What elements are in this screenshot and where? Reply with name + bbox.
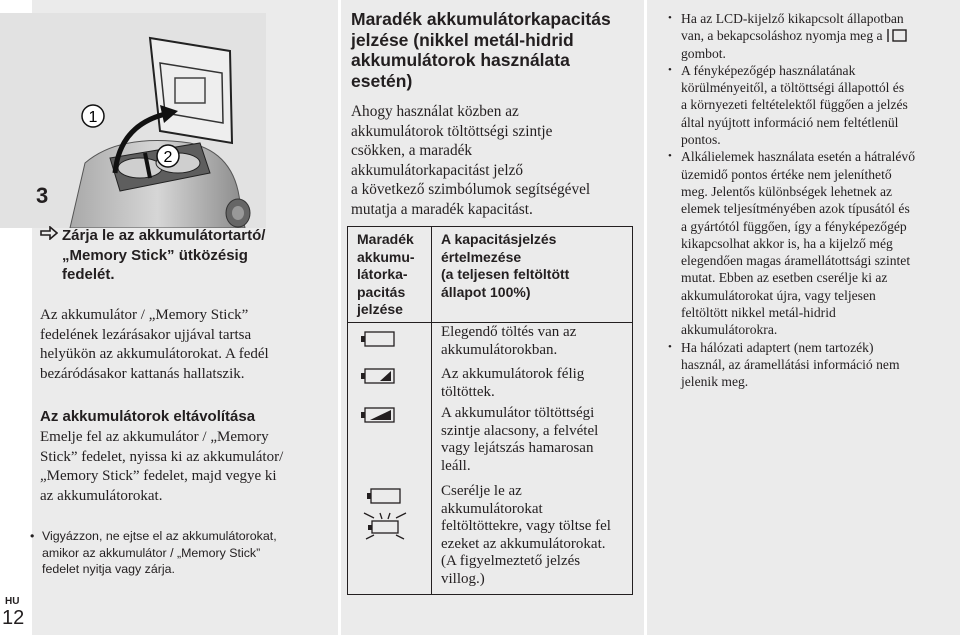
bullet-icon: • xyxy=(668,12,672,24)
note xyxy=(30,528,305,578)
notes-list xyxy=(668,10,958,391)
header-line: akkumu- xyxy=(357,248,415,265)
title-line: jelzése (nikkel metál-hidrid xyxy=(351,29,574,50)
note-line: A fényképezőgép használatának xyxy=(681,62,856,78)
header-line: A kapacitásjelzés xyxy=(441,231,557,247)
battery-empty-flashing-icon xyxy=(360,485,410,541)
note-line: fedelet nyitja vagy zárja. xyxy=(42,562,175,576)
body-line: az akkumulátorokat. xyxy=(40,487,163,504)
body-line: akkumulátorok töltöttségi szintje xyxy=(351,122,553,140)
header-line: látorka- xyxy=(357,266,408,282)
header-line: pacitás xyxy=(357,283,406,300)
table-row xyxy=(441,324,629,359)
arrow-right-icon xyxy=(40,226,58,246)
row-line: villog.) xyxy=(441,570,485,587)
instruction-line: Zárja le az akkumulátortartó/ xyxy=(62,227,266,244)
bullet-icon: • xyxy=(668,150,672,163)
note-line: a környezeti feltételektől függően a jelzés xyxy=(681,97,908,113)
body-line: Az akkumulátor / „Memory Stick” xyxy=(40,307,249,323)
list-item xyxy=(668,62,958,148)
table-row xyxy=(441,405,629,475)
section-title: Az akkumulátorok eltávolítása xyxy=(40,408,256,425)
note-line: Ha az LCD-kijelző kikapcsolt állapotban xyxy=(681,11,904,26)
table-header-indicator xyxy=(357,231,429,319)
note-line: elemek teljesítményében azok típusától és xyxy=(681,201,910,217)
table-row xyxy=(441,366,629,401)
note-line: akkumulátorokra. xyxy=(681,322,778,338)
step-instruction xyxy=(40,226,300,285)
battery-indicator-table xyxy=(347,226,633,595)
body-line: fedelének lezárásakor ujjával tartsa xyxy=(40,326,252,343)
page-title xyxy=(351,9,641,91)
header-line: Maradék xyxy=(357,231,414,247)
battery-half-icon xyxy=(360,368,396,384)
table-divider xyxy=(431,227,432,594)
row-line: Az akkumulátorok félig xyxy=(441,366,585,382)
note-line: amikor az akkumulátor / „Memory Stick” xyxy=(42,545,261,560)
table-row xyxy=(441,483,629,588)
row-line: Cserélje le az xyxy=(441,483,522,499)
row-line: szintje alacsony, a felvétel xyxy=(441,422,599,439)
body-line: csökken, a maradék xyxy=(351,142,473,159)
row-line: akkumulátorokban. xyxy=(441,341,558,358)
instruction-line: „Memory Stick” ütközésig xyxy=(62,246,248,264)
row-line: leáll. xyxy=(441,457,471,474)
intro-text xyxy=(351,102,641,219)
body-line: a következő szimbólumok segítségével xyxy=(351,181,591,198)
note-line: elegendően magas áramellátottsági szintet xyxy=(681,253,911,269)
table-header-meaning xyxy=(441,231,629,301)
lcd-button-icon xyxy=(886,28,908,43)
note-line: Vigyázzon, ne ejtse el az akkumulátorokat, xyxy=(42,529,277,543)
body-line: Ahogy használat közben az xyxy=(351,103,519,120)
row-line: vagy lejátszás hamarosan xyxy=(441,440,594,456)
title-line: Maradék akkumulátorkapacitás xyxy=(351,9,611,29)
note-line: van, a bekapcsoláshoz nyomja meg a xyxy=(681,28,883,44)
instruction-body xyxy=(40,306,302,384)
note-line: meg. Jelentős különbségek lehetnek az xyxy=(681,183,893,199)
title-line: esetén) xyxy=(351,70,413,91)
note-line: jelenik meg. xyxy=(681,374,749,390)
note-line: mutat. Ebben az esetben cserélje ki az xyxy=(681,270,888,286)
row-line: (A figyelmeztető jelzés xyxy=(441,553,581,569)
body-line: helyükön az akkumulátorokat. A fedél xyxy=(40,346,269,362)
note-line: a gyártótól függően, így a fényképezőgép xyxy=(681,218,907,234)
note-line: által nyújtott információ nem feltétlenül xyxy=(681,114,899,130)
language-tag: HU xyxy=(5,596,20,607)
battery-full-icon xyxy=(360,331,396,347)
note-line: akkumulátorokat újra, vagy teljesen xyxy=(681,287,876,303)
battery-low-icon xyxy=(360,407,396,423)
note-line: kikapcsolhat akkor is, ha a kijelző még xyxy=(681,235,893,251)
note-line: Ha hálózati adaptert (nem tartozék) xyxy=(681,339,874,355)
note-line: gombot. xyxy=(681,45,726,61)
body-line: Emelje fel az akkumulátor / „Memory xyxy=(40,429,269,445)
row-line: Elegendő töltés van az xyxy=(441,324,577,340)
list-item xyxy=(668,339,958,391)
callout-2-label: 2 xyxy=(163,149,173,166)
page-number: 12 xyxy=(2,607,25,629)
step-number: 3 xyxy=(36,183,49,208)
note-line: pontos. xyxy=(681,132,721,148)
header-line: állapot 100%) xyxy=(441,283,531,300)
row-line: A akkumulátor töltöttségi xyxy=(441,405,595,421)
row-line: akkumulátorokat xyxy=(441,500,543,517)
note-line: használ, az áramellátási információ nem xyxy=(681,356,900,372)
callout-1-label: 1 xyxy=(88,109,98,126)
row-line: töltöttek. xyxy=(441,383,495,400)
body-line: mutatja a maradék kapacitást. xyxy=(351,200,533,218)
bullet-icon: • xyxy=(668,63,672,76)
header-line: jelzése xyxy=(357,301,403,317)
body-line: bezáródásakor kattanás hallatszik. xyxy=(40,365,245,382)
instruction-line: fedelét. xyxy=(62,266,115,283)
header-line: (a teljesen feltöltött xyxy=(441,266,570,282)
row-line: feltöltöttekre, vagy töltse fel xyxy=(441,518,611,534)
body-line: „Memory Stick” fedelet, majd vegye ki xyxy=(40,468,277,484)
list-item xyxy=(668,148,958,338)
body-line: akkumulátorkapacitást jelző xyxy=(351,161,524,179)
table-divider xyxy=(348,322,632,323)
note-line: körülményeitől, a töltöttségi állapottól és xyxy=(681,80,905,96)
note-line: üzemidő pontos értéke nem jeleníthető xyxy=(681,166,892,182)
header-line: értelmezése xyxy=(441,248,522,265)
bullet-icon: • xyxy=(30,529,35,543)
section-body xyxy=(40,428,305,506)
body-line: Stick” fedelet, nyissa ki az akkumulátor/ xyxy=(40,448,284,465)
title-line: akkumulátorok használata xyxy=(351,50,570,70)
note-line: feltöltött nikkel metál-hidrid xyxy=(681,305,836,321)
bullet-icon: • xyxy=(668,340,672,353)
list-item xyxy=(668,10,958,62)
row-line: ezeket az akkumulátorokat. xyxy=(441,535,606,552)
note-line: Alkálielemek használata esetén a hátralévő xyxy=(681,149,915,165)
